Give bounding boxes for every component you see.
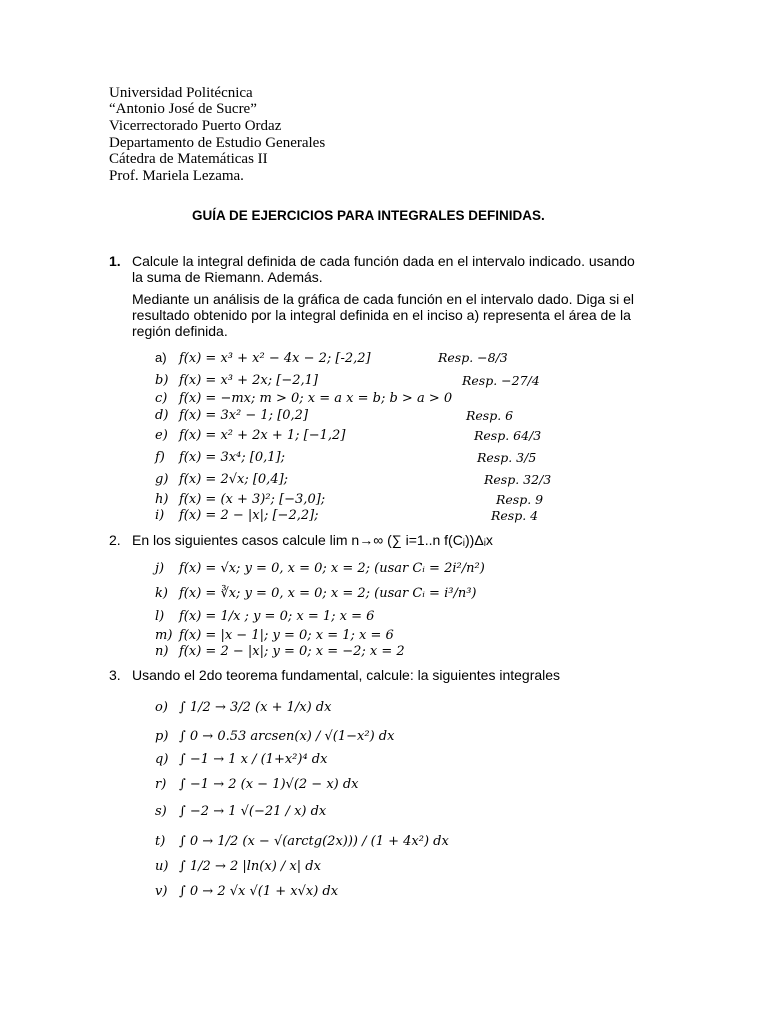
exercise-label: d) [155, 408, 169, 423]
exercise-item [155, 561, 485, 576]
exercise-expression: f(x) = x³ + x² − 4x − 2; [-2,2] [179, 351, 371, 366]
exercise-item [155, 729, 394, 744]
exercise-label: m) [155, 628, 173, 643]
exercise-expression: f(x) = 3x² − 1; [0,2] [179, 408, 309, 423]
exercise-label: j) [155, 561, 165, 576]
exercise-label: r) [155, 777, 167, 792]
header-line: Universidad Politécnica [109, 85, 253, 101]
exercise-expression: f(x) = 3x⁴; [0,1]; [179, 450, 285, 465]
exercise-label: b) [155, 373, 169, 388]
exercise-item [155, 777, 359, 792]
section-number: 3. [109, 667, 121, 683]
exercise-expression: f(x) = 2√x; [0,4]; [179, 472, 289, 487]
section-text: Mediante un análisis de la gráfica de cada función en el intervalo dado. Diga si el [132, 291, 634, 307]
exercise-item [155, 700, 331, 715]
exercise-item [155, 350, 371, 366]
exercise-label: k) [155, 586, 168, 601]
section-text: Calcule la integral definida de cada función dada en el intervalo indicado. usando [132, 253, 635, 269]
exercise-label: p) [155, 729, 169, 744]
section-text: En los siguientes casos calcule lim n→∞ (∑ i=1..n f(Cᵢ))Δᵢx [132, 532, 493, 548]
answer: Resp. 4 [491, 508, 539, 523]
exercise-expression: f(x) = √x; y = 0, x = 0; x = 2; (usar Cᵢ = 2i²/n²) [179, 561, 485, 576]
section-text: región definida. [132, 323, 228, 339]
exercise-label: o) [155, 700, 168, 715]
answer: Resp. −27/4 [462, 373, 540, 388]
exercise-label: e) [155, 428, 168, 443]
exercise-expression: ∫ 0 → 1/2 (x − √(arctg(2x))) / (1 + 4x²) dx [179, 834, 449, 849]
exercise-label: a) [155, 350, 167, 365]
section-number: 2. [109, 532, 121, 548]
exercise-expression: ∫ −2 → 1 √(−21 / x) dx [179, 804, 327, 819]
exercise-expression: f(x) = x³ + 2x; [−2,1] [179, 373, 318, 388]
section-text: resultado obtenido por la integral definida en el inciso a) representa el área de la [132, 307, 631, 323]
section-number: 1. [109, 253, 121, 269]
exercise-label: c) [155, 391, 168, 406]
answer: Resp. 6 [466, 408, 514, 423]
exercise-expression: ∫ 0 → 0.53 arcsen(x) / √(1−x²) dx [179, 729, 395, 744]
exercise-item [155, 884, 338, 899]
exercise-item [155, 586, 477, 601]
exercise-expression: ∫ −1 → 2 (x − 1)√(2 − x) dx [179, 777, 359, 792]
exercise-item [155, 609, 374, 624]
exercise-label: i) [155, 508, 165, 523]
header-line: “Antonio José de Sucre” [109, 101, 257, 117]
section-text: Usando el 2do teorema fundamental, calcule: la siguientes integrales [132, 667, 561, 683]
exercise-label: q) [155, 752, 169, 767]
exercise-expression: f(x) = 1/x ; y = 0; x = 1; x = 6 [179, 609, 375, 624]
exercise-label: g) [155, 472, 169, 487]
exercise-expression: f(x) = −mx; m > 0; x = a x = b; b > a > 0 [179, 391, 453, 406]
answer: Resp. 3/5 [477, 450, 537, 465]
exercise-label: f) [155, 450, 165, 465]
exercise-item [155, 428, 345, 443]
exercise-label: v) [155, 884, 168, 899]
header-line: Departamento de Estudio Generales [109, 135, 326, 151]
answer: Resp. 64/3 [474, 428, 542, 443]
exercise-expression: f(x) = |x − 1|; y = 0; x = 1; x = 6 [179, 628, 394, 643]
exercise-expression: ∫ 1/2 → 2 |ln(x) / x| dx [179, 859, 321, 874]
exercise-item [155, 492, 325, 507]
exercise-item [155, 450, 285, 465]
exercise-label: h) [155, 492, 169, 507]
exercise-expression: f(x) = 2 − |x|; y = 0; x = −2; x = 2 [179, 644, 405, 659]
exercise-label: n) [155, 644, 169, 659]
exercise-label: u) [155, 859, 169, 874]
answer: Resp. 9 [496, 492, 544, 507]
answer: Resp. −8/3 [438, 350, 508, 365]
header-line: Prof. Mariela Lezama. [109, 168, 244, 184]
exercise-expression: ∫ 1/2 → 3/2 (x + 1/x) dx [179, 700, 332, 715]
header-line: Cátedra de Matemáticas II [109, 151, 268, 167]
exercise-label: t) [155, 834, 166, 849]
exercise-expression: f(x) = 2 − |x|; [−2,2]; [179, 508, 319, 523]
exercise-item [155, 508, 319, 523]
exercise-item [155, 628, 394, 643]
header-line: Vicerrectorado Puerto Ordaz [109, 118, 282, 134]
exercise-label: l) [155, 609, 165, 624]
exercise-expression: f(x) = x² + 2x + 1; [−1,2] [179, 428, 346, 443]
exercise-item [155, 804, 326, 819]
exercise-item [155, 644, 405, 659]
document-title: GUÍA DE EJERCICIOS PARA INTEGRALES DEFINIDAS. [192, 208, 545, 223]
exercise-item [155, 373, 318, 388]
exercise-item [155, 859, 321, 874]
exercise-expression: f(x) = ∛x; y = 0, x = 0; x = 2; (usar Cᵢ = i³/n³) [179, 586, 477, 601]
section-text: la suma de Riemann. Además. [132, 269, 323, 285]
exercise-expression: ∫ 0 → 2 √x √(1 + x√x) dx [179, 884, 339, 899]
exercise-label: s) [155, 804, 167, 819]
exercise-item [155, 752, 327, 767]
exercise-expression: ∫ −1 → 1 x / (1+x²)⁴ dx [179, 752, 328, 767]
exercise-item [155, 408, 308, 423]
exercise-item [155, 391, 452, 406]
exercise-item [155, 472, 288, 487]
exercise-expression: f(x) = (x + 3)²; [−3,0]; [179, 492, 326, 507]
answer: Resp. 32/3 [484, 472, 552, 487]
exercise-item [155, 834, 449, 849]
